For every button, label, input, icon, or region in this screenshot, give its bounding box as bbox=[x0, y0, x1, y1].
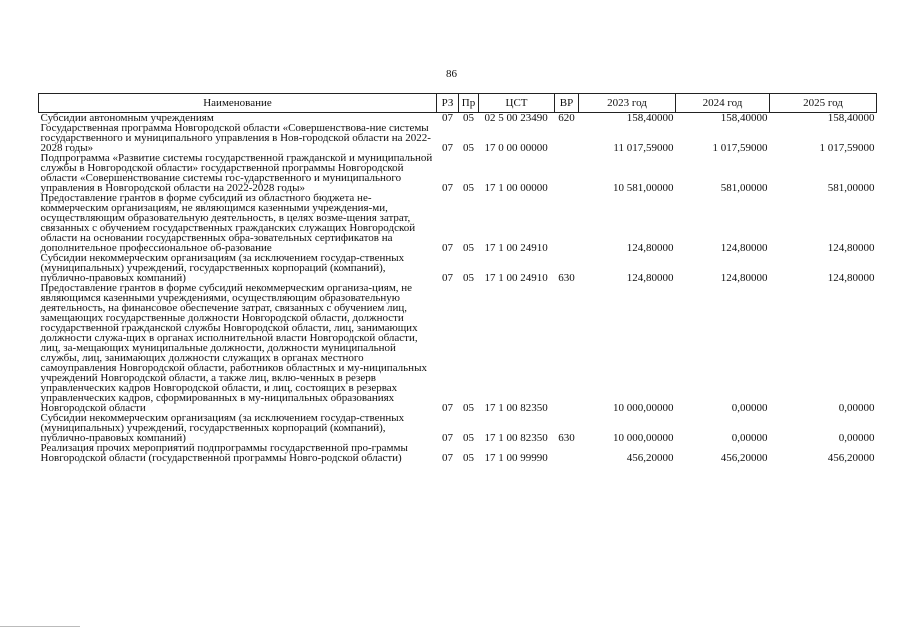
row-pr: 05 bbox=[463, 402, 474, 414]
row-vr bbox=[555, 193, 579, 253]
header-name: Наименование bbox=[39, 94, 437, 113]
row-vr: 630 bbox=[558, 272, 575, 284]
row-2025: 456,20000 bbox=[827, 452, 875, 464]
row-pr: 05 bbox=[463, 112, 474, 124]
row-name: Субсидии некоммерческим организациям (за исключением государ-ственных (муниципальных) учреждений, государственных корпораций (компаний), публично-правовых компаний) bbox=[40, 252, 405, 284]
row-cst: 02 5 00 23490 bbox=[484, 112, 548, 124]
row-2025: 124,80000 bbox=[827, 272, 875, 284]
row-2024: 158,40000 bbox=[720, 112, 768, 124]
row-rz: 07 bbox=[442, 272, 453, 284]
row-cst: 17 1 00 99990 bbox=[484, 452, 548, 464]
row-cst: 17 1 00 24910 bbox=[484, 272, 548, 284]
table-row bbox=[39, 413, 877, 443]
row-2025: 0,00000 bbox=[838, 402, 875, 414]
row-pr: 05 bbox=[463, 242, 474, 254]
row-2023: 124,80000 bbox=[626, 272, 674, 284]
row-pr: 05 bbox=[463, 432, 474, 444]
row-name: Подпрограмма «Развитие системы государственной гражданской и муниципальной службы в Новгородской области» государственной программы Новгородской области «Совершенствование системы гос-ударственного и муниципального управления в Новгородской области на 2022-2028 годы» bbox=[40, 152, 433, 194]
row-cst: 17 0 00 00000 bbox=[484, 142, 548, 154]
row-vr bbox=[555, 443, 579, 463]
table-row bbox=[39, 193, 877, 253]
row-pr: 05 bbox=[463, 452, 474, 464]
row-2025: 124,80000 bbox=[827, 242, 875, 254]
table-row bbox=[39, 253, 877, 283]
row-2023: 158,40000 bbox=[626, 112, 674, 124]
header-2024: 2024 год bbox=[676, 94, 770, 113]
row-2025: 158,40000 bbox=[827, 112, 875, 124]
header-pr: Пр bbox=[459, 94, 479, 113]
row-2024: 124,80000 bbox=[720, 272, 768, 284]
row-name: Субсидии автономным учреждениям bbox=[40, 112, 214, 124]
row-2025: 0,00000 bbox=[838, 432, 875, 444]
row-pr: 05 bbox=[463, 142, 474, 154]
row-2025: 1 017,59000 bbox=[819, 142, 875, 154]
row-2023: 11 017,59000 bbox=[613, 142, 674, 154]
row-2024: 1 017,59000 bbox=[712, 142, 768, 154]
row-2024: 581,00000 bbox=[720, 182, 768, 194]
row-name: Реализация прочих мероприятий подпрограммы государственной про-граммы Новгородской области (государственной программы Новго-родской области) bbox=[40, 442, 408, 464]
row-cst: 17 1 00 82350 bbox=[484, 402, 548, 414]
row-2023: 124,80000 bbox=[626, 242, 674, 254]
page-number: 86 bbox=[446, 68, 457, 80]
row-cst: 17 1 00 00000 bbox=[484, 182, 548, 194]
row-rz: 07 bbox=[442, 182, 453, 194]
header-cst: ЦСТ bbox=[479, 94, 555, 113]
row-pr: 05 bbox=[463, 272, 474, 284]
row-rz: 07 bbox=[442, 142, 453, 154]
row-name: Субсидии некоммерческим организациям (за исключением государ-ственных (муниципальных) учреждений, государственных корпораций (компаний), публично-правовых компаний) bbox=[40, 412, 405, 444]
row-name: Предоставление грантов в форме субсидий из областного бюджета не-коммерческим организациям, не являющимся казенными учреждения-ми, осуществляющим образовательную деятельность, в целях возме-щения затрат, связанных с обучением государственных гражданских служащих Новгородской области на основании государственных обра-зовательных сертификатов на дополнительное профессиональное об-разование bbox=[40, 192, 416, 254]
row-2023: 10 000,00000 bbox=[613, 432, 674, 444]
row-2024: 456,20000 bbox=[720, 452, 768, 464]
table-row bbox=[39, 153, 877, 193]
row-2023: 10 581,00000 bbox=[613, 182, 674, 194]
row-vr: 630 bbox=[558, 432, 575, 444]
row-rz: 07 bbox=[442, 242, 453, 254]
row-vr bbox=[555, 123, 579, 153]
row-rz: 07 bbox=[442, 112, 453, 124]
row-vr bbox=[555, 283, 579, 413]
budget-table bbox=[38, 93, 877, 463]
header-2023: 2023 год bbox=[579, 94, 676, 113]
row-pr: 05 bbox=[463, 182, 474, 194]
header-vr: ВР bbox=[555, 94, 579, 113]
footer-rule bbox=[0, 626, 80, 627]
row-2023: 10 000,00000 bbox=[613, 402, 674, 414]
row-2024: 0,00000 bbox=[731, 432, 768, 444]
row-rz: 07 bbox=[442, 402, 453, 414]
table-row bbox=[39, 443, 877, 463]
row-2023: 456,20000 bbox=[626, 452, 674, 464]
row-vr: 620 bbox=[558, 112, 575, 124]
table-row bbox=[39, 123, 877, 153]
row-2024: 124,80000 bbox=[720, 242, 768, 254]
row-2025: 581,00000 bbox=[827, 182, 875, 194]
row-rz: 07 bbox=[442, 452, 453, 464]
row-2024: 0,00000 bbox=[731, 402, 768, 414]
row-cst: 17 1 00 24910 bbox=[484, 242, 548, 254]
table-header-row bbox=[39, 94, 877, 113]
row-name: Предоставление грантов в форме субсидий некоммерческим организа-циям, не являющимся казенными учреждениями, осуществляющим образовательную деятельность, на финансовое обеспечение затрат, связанных с обучением лиц, замещающих государственные должности Новгородской области, должности государственной гражданской службы Новгородской области, лиц, занимающих должности служа-щих в органах исполнительной власти Новгородской области, лиц, за-мещающих муниципальные должности, должности муниципальной службы, лиц, занимающих должности служащих в органах местного самоуправления Новгородской области, работников областных и му-ниципальных учреждений Новгородской области, а также лиц, вклю-ченных в резерв управленческих кадров Новгородской области, и лиц, состоящих в резервах управленческих кадров, сформированных в му-ниципальных образованиях Новгородской области bbox=[40, 282, 427, 414]
table-row bbox=[39, 283, 877, 413]
row-cst: 17 1 00 82350 bbox=[484, 432, 548, 444]
row-name: Государственная программа Новгородской области «Совершенствова-ние системы государственного и муниципального управления в Нов-городской области на 2022-2028 годы» bbox=[40, 122, 431, 154]
row-vr bbox=[555, 153, 579, 193]
header-2025: 2025 год bbox=[770, 94, 877, 113]
row-rz: 07 bbox=[442, 432, 453, 444]
header-rz: РЗ bbox=[437, 94, 459, 113]
